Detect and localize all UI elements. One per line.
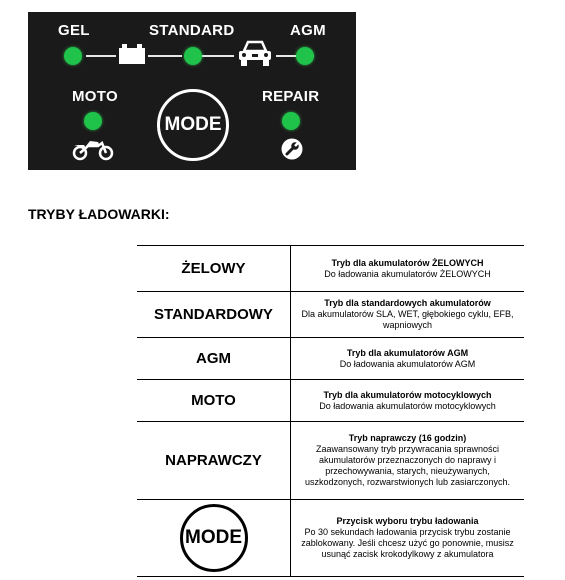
mode-title: Tryb naprawczy (16 godzin): [348, 433, 467, 443]
mode-name: STANDARDOWY: [154, 306, 273, 323]
standard-led: [184, 47, 202, 65]
moto-label: MOTO: [72, 88, 118, 105]
connector-line: [86, 55, 116, 57]
agm-label: AGM: [290, 22, 326, 39]
connector-line: [148, 55, 182, 57]
gel-led: [64, 47, 82, 65]
mode-description: [290, 500, 524, 576]
mode-description: [290, 292, 524, 337]
mode-description: [290, 422, 524, 499]
mode-text: Zaawansowany tryb przywracania sprawności akumulatorów przeznaczonych do naprawy i przechowywania, starych, nieużywanych, uszkodzonych, rozwarstwionych lub zasiarczonych.: [304, 444, 511, 487]
battery-icon: [117, 42, 147, 66]
mode-title: Tryb dla standardowych akumulatorów: [324, 298, 491, 308]
mode-name: ŻELOWY: [181, 260, 246, 277]
table-row: [137, 379, 524, 421]
mode-title: Tryb dla akumulatorów motocyklowych: [323, 389, 492, 400]
mode-name: MOTO: [191, 392, 236, 409]
mode-name: NAPRAWCZY: [165, 452, 262, 469]
agm-led: [296, 47, 314, 65]
moto-led: [84, 112, 102, 130]
repair-led: [282, 112, 300, 130]
motorcycle-icon: [72, 137, 114, 161]
mode-text: Do ładowania akumulatorów AGM: [339, 358, 476, 369]
connector-line: [202, 55, 234, 57]
car-icon: [235, 39, 275, 69]
mode-title: Przycisk wyboru trybu ładowania: [336, 516, 479, 526]
mode-description: [290, 246, 524, 291]
gel-label: GEL: [58, 22, 90, 39]
mode-button[interactable]: MODE: [157, 89, 229, 161]
section-heading: TRYBY ŁADOWARKI:: [28, 206, 170, 222]
mode-text: Do ładowania akumulatorów ŻELOWYCH: [324, 268, 491, 279]
table-row: [137, 337, 524, 379]
standard-label: STANDARD: [149, 22, 235, 39]
table-row: [137, 499, 524, 577]
charger-control-panel: [28, 12, 356, 170]
mode-description: [290, 380, 524, 421]
table-row: [137, 421, 524, 499]
charging-modes-table: [137, 245, 524, 577]
mode-text: Do ładowania akumulatorów motocyklowych: [319, 400, 496, 411]
table-row: [137, 245, 524, 291]
mode-text: Dla akumulatorów SLA, WET, głębokiego cyklu, EFB, wapniowych: [301, 309, 514, 330]
wrench-icon: [281, 138, 303, 160]
mode-name: AGM: [196, 350, 231, 367]
mode-title: Tryb dla akumulatorów ŻELOWYCH: [331, 257, 484, 268]
mode-description: [290, 338, 524, 379]
mode-text: Po 30 sekundach ładowania przycisk trybu zostanie zablokowany. Jeśli chcesz użyć go ponownie, musisz usunąć zacisk krokodylkowy z akumulatora: [301, 527, 514, 559]
mode-button-cell: [137, 500, 290, 576]
repair-label: REPAIR: [262, 88, 320, 105]
mode-button-illustration: MODE: [180, 504, 248, 572]
table-row: [137, 291, 524, 337]
mode-title: Tryb dla akumulatorów AGM: [346, 347, 469, 358]
